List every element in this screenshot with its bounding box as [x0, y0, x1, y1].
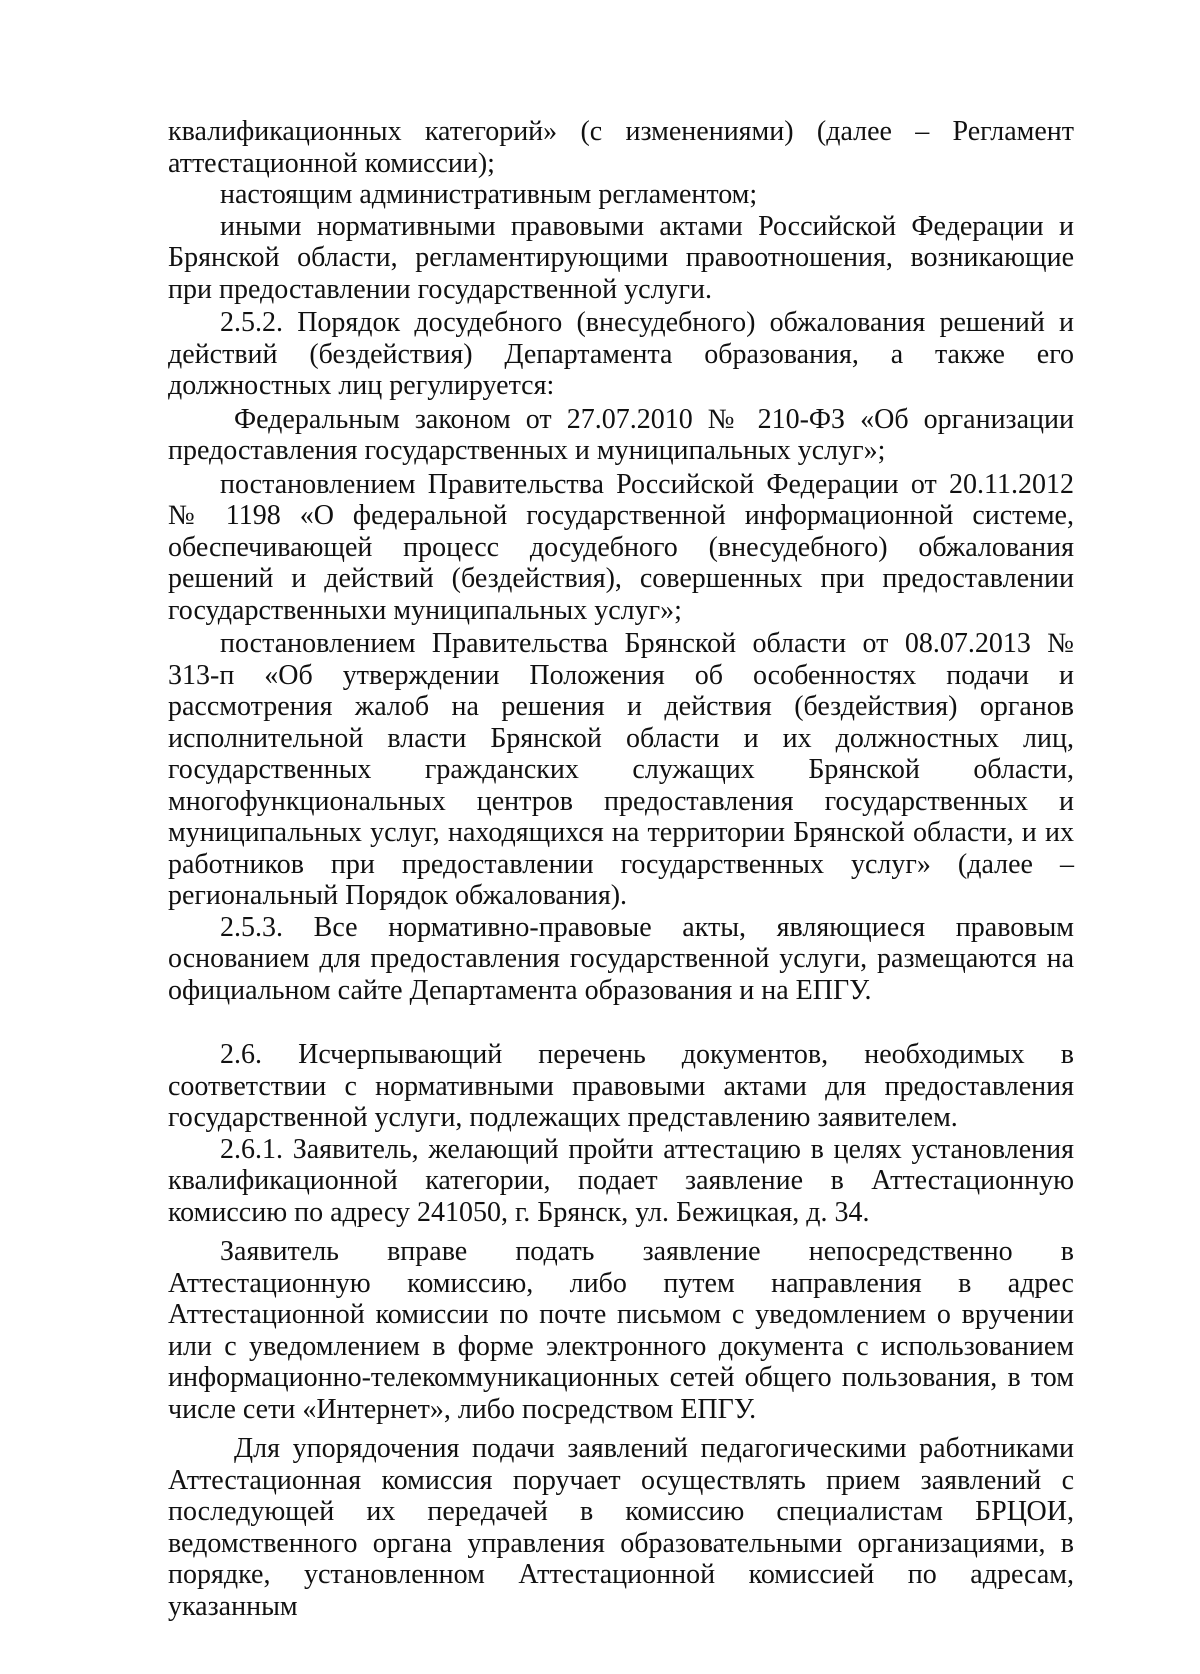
paragraph-2-6-1: 2.6.1. Заявитель, желающий пройти аттестацию в целях установления квалификационной категории, подает заявление в Аттестационную комиссию по адресу 241050, г. Брянск, ул. Бежицкая, д. 34. [168, 1133, 1074, 1228]
paragraph-2-6: 2.6. Исчерпывающий перечень документов, необходимых в соответствии с нормативными правовыми актами для предоставления государственной услуги, подлежащих представлению заявителем. [168, 1039, 1074, 1133]
document-body [168, 116, 1074, 1622]
paragraph-regulation-continuation: квалификационных категорий» (с изменениями) (далее – Регламент аттестационной комиссии); [168, 116, 1074, 179]
paragraph-2-5-3: 2.5.3. Все нормативно-правовые акты, являющиеся правовым основанием для предоставления государственной услуги, размещаются на официальном сайте Департамента образования и на ЕПГУ. [168, 911, 1074, 1006]
paragraph-2-5-2: 2.5.2. Порядок досудебного (внесудебного) обжалования решений и действий (бездействия) Департамента образования, а также его должностных лиц регулируется: [168, 307, 1074, 401]
paragraph-government-resolution-bryansk: постановлением Правительства Брянской области от 08.07.2013 № 313-п «Об утверждении Положения об особенностях подачи и рассмотрения жалоб на решения и действия (бездействия) органов исполнительной власти Брянской области и их должностных лиц, государственных гражданских служащих Брянской области, многофункциональных центров предоставления государственных и муниципальных услуг, находящихся на территории Брянской области, и их работников при предоставлении государственных услуг» (далее – региональный Порядок обжалования). [168, 628, 1074, 911]
paragraph-government-resolution-rf: постановлением Правительства Российской Федерации от 20.11.2012 № 1198 «О федеральной государственной информационной системе, обеспечивающей процесс досудебного (внесудебного) обжалования решений и действий (бездействия), совершенных при предоставлении государственныхи муниципальных услуг»; [168, 468, 1074, 626]
paragraph-applicant-rights: Заявитель вправе подать заявление непосредственно в Аттестационную комиссию, либо путем направления в адрес Аттестационной комиссии по почте письмом с уведомлением о вручении или с уведомлением в форме электронного документа с использованием информационно-телекоммуникационных сетей общего пользования, в том числе сети «Интернет», либо посредством ЕПГУ. [168, 1236, 1074, 1425]
paragraph-application-order: Для упорядочения подачи заявлений педагогическими работниками Аттестационная комиссия поручает осуществлять прием заявлений с последующей их передачей в комиссию специалистам БРЦОИ, ведомственного органа управления образовательными организациями, в порядке, установленном Аттестационной комиссией по адресам, указанным [168, 1433, 1074, 1622]
paragraph-federal-law: Федеральным законом от 27.07.2010 № 210-ФЗ «Об организации предоставления государственных и муниципальных услуг»; [168, 403, 1074, 466]
paragraph-other-legal-acts: иными нормативными правовыми актами Российской Федерации и Брянской области, регламентирующими правоотношения, возникающие при предоставлении государственной услуги. [168, 210, 1074, 305]
paragraph-administrative-regulation: настоящим административным регламентом; [220, 179, 758, 210]
